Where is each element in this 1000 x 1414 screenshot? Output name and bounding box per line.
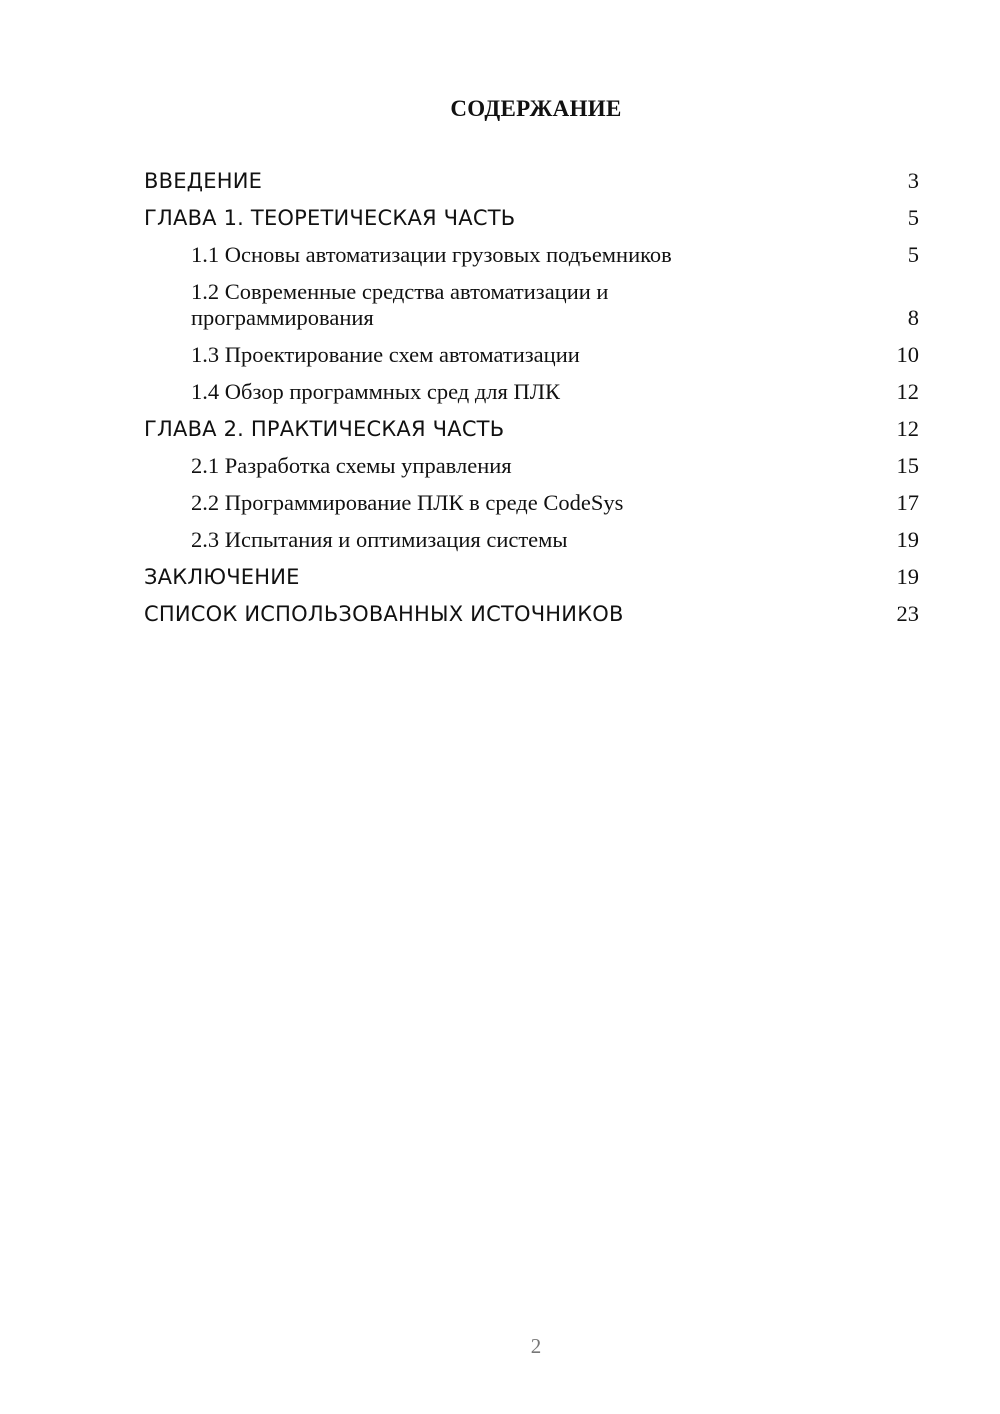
toc-entry-section-2-3[interactable] <box>144 527 919 553</box>
toc-entry-label: СПИСОК ИСПОЛЬЗОВАННЫХ ИСТОЧНИКОВ <box>144 602 624 626</box>
toc-entry-page: 19 <box>896 564 919 589</box>
toc-entry-chapter-2[interactable] <box>144 416 919 442</box>
toc-entry-page: 5 <box>907 242 919 267</box>
toc-entry-label: 2.3 Испытания и оптимизация системы <box>191 527 568 552</box>
toc-entry-page: 12 <box>896 416 919 441</box>
table-of-contents <box>144 168 919 638</box>
toc-entry-label: 1.4 Обзор программных сред для ПЛК <box>191 379 561 404</box>
toc-entry-page: 19 <box>896 527 919 552</box>
toc-entry-section-1-1[interactable] <box>144 242 919 268</box>
toc-entry-page: 8 <box>907 305 919 330</box>
toc-entry-section-2-1[interactable] <box>144 453 919 479</box>
toc-entry-section-2-2[interactable] <box>144 490 919 516</box>
toc-entry-section-1-2[interactable] <box>144 279 919 331</box>
toc-entry-section-1-3[interactable] <box>144 342 919 368</box>
toc-entry-label: ГЛАВА 1. ТЕОРЕТИЧЕСКАЯ ЧАСТЬ <box>144 206 516 230</box>
toc-entry-label: 1.1 Основы автоматизации грузовых подъемников <box>191 242 672 267</box>
toc-entry-page: 15 <box>896 453 919 478</box>
toc-title: СОДЕРЖАНИЕ <box>450 96 622 121</box>
toc-entry-label: ВВЕДЕНИЕ <box>144 169 263 193</box>
toc-entry-label: 1.3 Проектирование схем автоматизации <box>191 342 580 367</box>
toc-entry-page: 23 <box>896 601 919 626</box>
toc-entry-section-1-4[interactable] <box>144 379 919 405</box>
toc-entry-label: 2.2 Программирование ПЛК в среде CodeSys <box>191 490 624 515</box>
toc-entry-label: 1.2 Современные средства автоматизации и программирования <box>191 279 609 330</box>
toc-entry-label: 2.1 Разработка схемы управления <box>191 453 512 478</box>
toc-entry-page: 5 <box>907 205 919 230</box>
toc-entry-label: ГЛАВА 2. ПРАКТИЧЕСКАЯ ЧАСТЬ <box>144 417 505 441</box>
toc-entry-label: ЗАКЛЮЧЕНИЕ <box>144 565 300 589</box>
page-number: 2 <box>530 1334 542 1358</box>
toc-entry-conclusion[interactable] <box>144 564 919 590</box>
toc-entry-page: 17 <box>896 490 919 515</box>
toc-entry-chapter-1[interactable] <box>144 205 919 231</box>
toc-entry-page: 10 <box>896 342 919 367</box>
toc-entry-references[interactable] <box>144 601 919 627</box>
toc-entry-page: 3 <box>907 168 919 193</box>
toc-entry-page: 12 <box>896 379 919 404</box>
toc-entry-introduction[interactable] <box>144 168 919 194</box>
